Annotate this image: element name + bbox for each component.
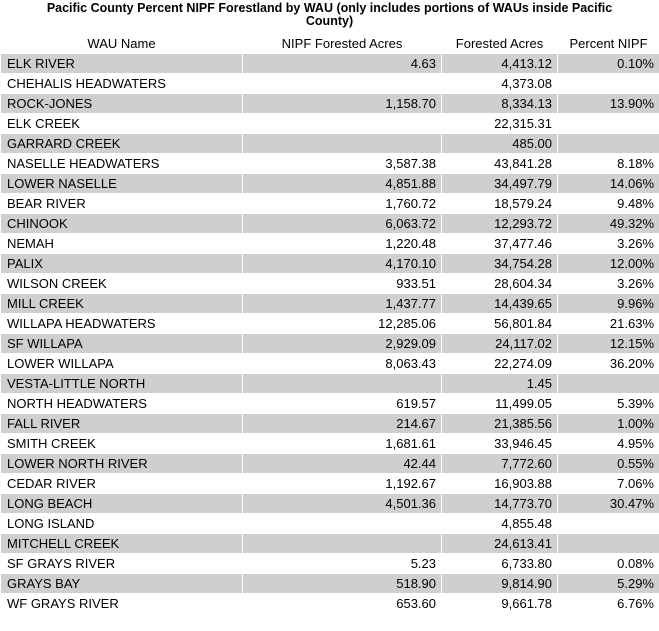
nipf-forested-acres-cell: 653.60 (243, 594, 442, 614)
forested-acres-cell: 18,579.24 (442, 194, 558, 214)
wau-name-cell: CHINOOK (1, 214, 243, 234)
forested-acres-cell: 33,946.45 (442, 434, 558, 454)
percent-nipf-cell: 9.48% (558, 194, 659, 214)
table-row (1, 294, 659, 314)
forested-acres-cell: 4,373.08 (442, 74, 558, 94)
nipf-forested-acres-cell: 5.23 (243, 554, 442, 574)
wau-name-cell: NEMAH (1, 234, 243, 254)
nipf-forested-acres-cell: 619.57 (243, 394, 442, 414)
nipf-table (0, 32, 659, 614)
nipf-forested-acres-cell: 1,192.67 (243, 474, 442, 494)
wau-name-cell: VESTA-LITTLE NORTH (1, 374, 243, 394)
wau-name-cell: BEAR RIVER (1, 194, 243, 214)
wau-name-cell: GRAYS BAY (1, 574, 243, 594)
forested-acres-cell: 43,841.28 (442, 154, 558, 174)
nipf-forested-acres-cell: 4,170.10 (243, 254, 442, 274)
wau-name-cell: ROCK-JONES (1, 94, 243, 114)
forested-acres-cell: 4,855.48 (442, 514, 558, 534)
table-row (1, 434, 659, 454)
nipf-forested-acres-cell: 12,285.06 (243, 314, 442, 334)
table-row (1, 54, 659, 74)
nipf-forested-acres-cell: 1,437.77 (243, 294, 442, 314)
percent-nipf-cell: 5.29% (558, 574, 659, 594)
table-row (1, 494, 659, 514)
wau-name-cell: SF WILLAPA (1, 334, 243, 354)
table-row (1, 354, 659, 374)
nipf-forested-acres-cell: 8,063.43 (243, 354, 442, 374)
percent-nipf-cell: 4.95% (558, 434, 659, 454)
wau-name-cell: SF GRAYS RIVER (1, 554, 243, 574)
percent-nipf-cell: 3.26% (558, 274, 659, 294)
table-title: Pacific County Percent NIPF Forestland by WAU (only includes portions of WAUs inside Pacific County) (0, 0, 659, 32)
percent-nipf-cell (558, 514, 659, 534)
table-row (1, 154, 659, 174)
forested-acres-cell: 8,334.13 (442, 94, 558, 114)
table-row (1, 394, 659, 414)
forested-acres-cell: 7,772.60 (442, 454, 558, 474)
forested-acres-cell: 56,801.84 (442, 314, 558, 334)
table-row (1, 134, 659, 154)
nipf-forested-acres-cell (243, 374, 442, 394)
table-row (1, 254, 659, 274)
wau-name-cell: LONG ISLAND (1, 514, 243, 534)
forested-acres-cell: 14,773.70 (442, 494, 558, 514)
wau-name-cell: WF GRAYS RIVER (1, 594, 243, 614)
table-row (1, 414, 659, 434)
percent-nipf-cell (558, 374, 659, 394)
wau-name-cell: NORTH HEADWATERS (1, 394, 243, 414)
forested-acres-cell: 14,439.65 (442, 294, 558, 314)
forested-acres-cell: 9,814.90 (442, 574, 558, 594)
forested-acres-cell: 22,274.09 (442, 354, 558, 374)
nipf-forested-acres-cell: 4,851.88 (243, 174, 442, 194)
header-wau-name: WAU Name (1, 33, 243, 54)
forested-acres-cell: 4,413.12 (442, 54, 558, 74)
nipf-forested-acres-cell (243, 114, 442, 134)
percent-nipf-cell: 8.18% (558, 154, 659, 174)
header-row (1, 33, 659, 54)
table-row (1, 274, 659, 294)
forested-acres-cell: 22,315.31 (442, 114, 558, 134)
percent-nipf-cell: 9.96% (558, 294, 659, 314)
percent-nipf-cell: 12.15% (558, 334, 659, 354)
header-nipf-forested-acres: NIPF Forested Acres (243, 33, 442, 54)
nipf-forested-acres-cell (243, 514, 442, 534)
wau-name-cell: WILSON CREEK (1, 274, 243, 294)
wau-name-cell: ELK RIVER (1, 54, 243, 74)
table-row (1, 174, 659, 194)
wau-name-cell: CHEHALIS HEADWATERS (1, 74, 243, 94)
table-row (1, 194, 659, 214)
percent-nipf-cell: 49.32% (558, 214, 659, 234)
table-row (1, 214, 659, 234)
forested-acres-cell: 11,499.05 (442, 394, 558, 414)
percent-nipf-cell: 5.39% (558, 394, 659, 414)
wau-name-cell: LOWER WILLAPA (1, 354, 243, 374)
table-row (1, 314, 659, 334)
forested-acres-cell: 485.00 (442, 134, 558, 154)
table-row (1, 574, 659, 594)
table-body (1, 54, 659, 614)
nipf-forested-acres-cell (243, 74, 442, 94)
nipf-forested-acres-cell: 6,063.72 (243, 214, 442, 234)
percent-nipf-cell (558, 114, 659, 134)
nipf-forested-acres-cell: 1,220.48 (243, 234, 442, 254)
forested-acres-cell: 34,497.79 (442, 174, 558, 194)
forested-acres-cell: 1.45 (442, 374, 558, 394)
nipf-forested-acres-cell: 3,587.38 (243, 154, 442, 174)
nipf-forested-acres-cell: 518.90 (243, 574, 442, 594)
wau-name-cell: WILLAPA HEADWATERS (1, 314, 243, 334)
wau-name-cell: LOWER NORTH RIVER (1, 454, 243, 474)
nipf-forested-acres-cell: 1,158.70 (243, 94, 442, 114)
table-row (1, 74, 659, 94)
percent-nipf-cell: 1.00% (558, 414, 659, 434)
wau-name-cell: MITCHELL CREEK (1, 534, 243, 554)
nipf-forested-acres-cell: 1,760.72 (243, 194, 442, 214)
percent-nipf-cell: 21.63% (558, 314, 659, 334)
percent-nipf-cell (558, 534, 659, 554)
forested-acres-cell: 12,293.72 (442, 214, 558, 234)
forested-acres-cell: 24,613.41 (442, 534, 558, 554)
wau-name-cell: ELK CREEK (1, 114, 243, 134)
nipf-forested-acres-cell: 4,501.36 (243, 494, 442, 514)
wau-name-cell: LONG BEACH (1, 494, 243, 514)
wau-name-cell: NASELLE HEADWATERS (1, 154, 243, 174)
table-row (1, 94, 659, 114)
header-forested-acres: Forested Acres (442, 33, 558, 54)
forested-acres-cell: 34,754.28 (442, 254, 558, 274)
table-row (1, 594, 659, 614)
percent-nipf-cell: 6.76% (558, 594, 659, 614)
table-row (1, 534, 659, 554)
table-row (1, 334, 659, 354)
nipf-forested-acres-cell: 4.63 (243, 54, 442, 74)
percent-nipf-cell (558, 134, 659, 154)
header-percent-nipf: Percent NIPF (558, 33, 659, 54)
wau-name-cell: GARRARD CREEK (1, 134, 243, 154)
forested-acres-cell: 9,661.78 (442, 594, 558, 614)
wau-name-cell: SMITH CREEK (1, 434, 243, 454)
percent-nipf-cell: 36.20% (558, 354, 659, 374)
percent-nipf-cell: 0.10% (558, 54, 659, 74)
nipf-forested-acres-cell: 42.44 (243, 454, 442, 474)
table-row (1, 474, 659, 494)
nipf-forested-acres-cell (243, 134, 442, 154)
percent-nipf-cell: 12.00% (558, 254, 659, 274)
percent-nipf-cell: 13.90% (558, 94, 659, 114)
forested-acres-cell: 24,117.02 (442, 334, 558, 354)
percent-nipf-cell: 14.06% (558, 174, 659, 194)
forested-acres-cell: 37,477.46 (442, 234, 558, 254)
percent-nipf-cell: 0.55% (558, 454, 659, 474)
forested-acres-cell: 16,903.88 (442, 474, 558, 494)
nipf-forested-acres-cell: 933.51 (243, 274, 442, 294)
percent-nipf-cell: 30.47% (558, 494, 659, 514)
wau-name-cell: CEDAR RIVER (1, 474, 243, 494)
table-row (1, 514, 659, 534)
nipf-forested-acres-cell: 2,929.09 (243, 334, 442, 354)
table-row (1, 114, 659, 134)
forested-acres-cell: 21,385.56 (442, 414, 558, 434)
table-row (1, 454, 659, 474)
wau-name-cell: FALL RIVER (1, 414, 243, 434)
forested-acres-cell: 28,604.34 (442, 274, 558, 294)
forested-acres-cell: 6,733.80 (442, 554, 558, 574)
percent-nipf-cell: 3.26% (558, 234, 659, 254)
nipf-forested-acres-cell (243, 534, 442, 554)
percent-nipf-cell: 0.08% (558, 554, 659, 574)
table-row (1, 554, 659, 574)
percent-nipf-cell: 7.06% (558, 474, 659, 494)
nipf-forested-acres-cell: 214.67 (243, 414, 442, 434)
table-row (1, 234, 659, 254)
wau-name-cell: PALIX (1, 254, 243, 274)
wau-name-cell: LOWER NASELLE (1, 174, 243, 194)
table-row (1, 374, 659, 394)
wau-name-cell: MILL CREEK (1, 294, 243, 314)
nipf-forested-acres-cell: 1,681.61 (243, 434, 442, 454)
percent-nipf-cell (558, 74, 659, 94)
